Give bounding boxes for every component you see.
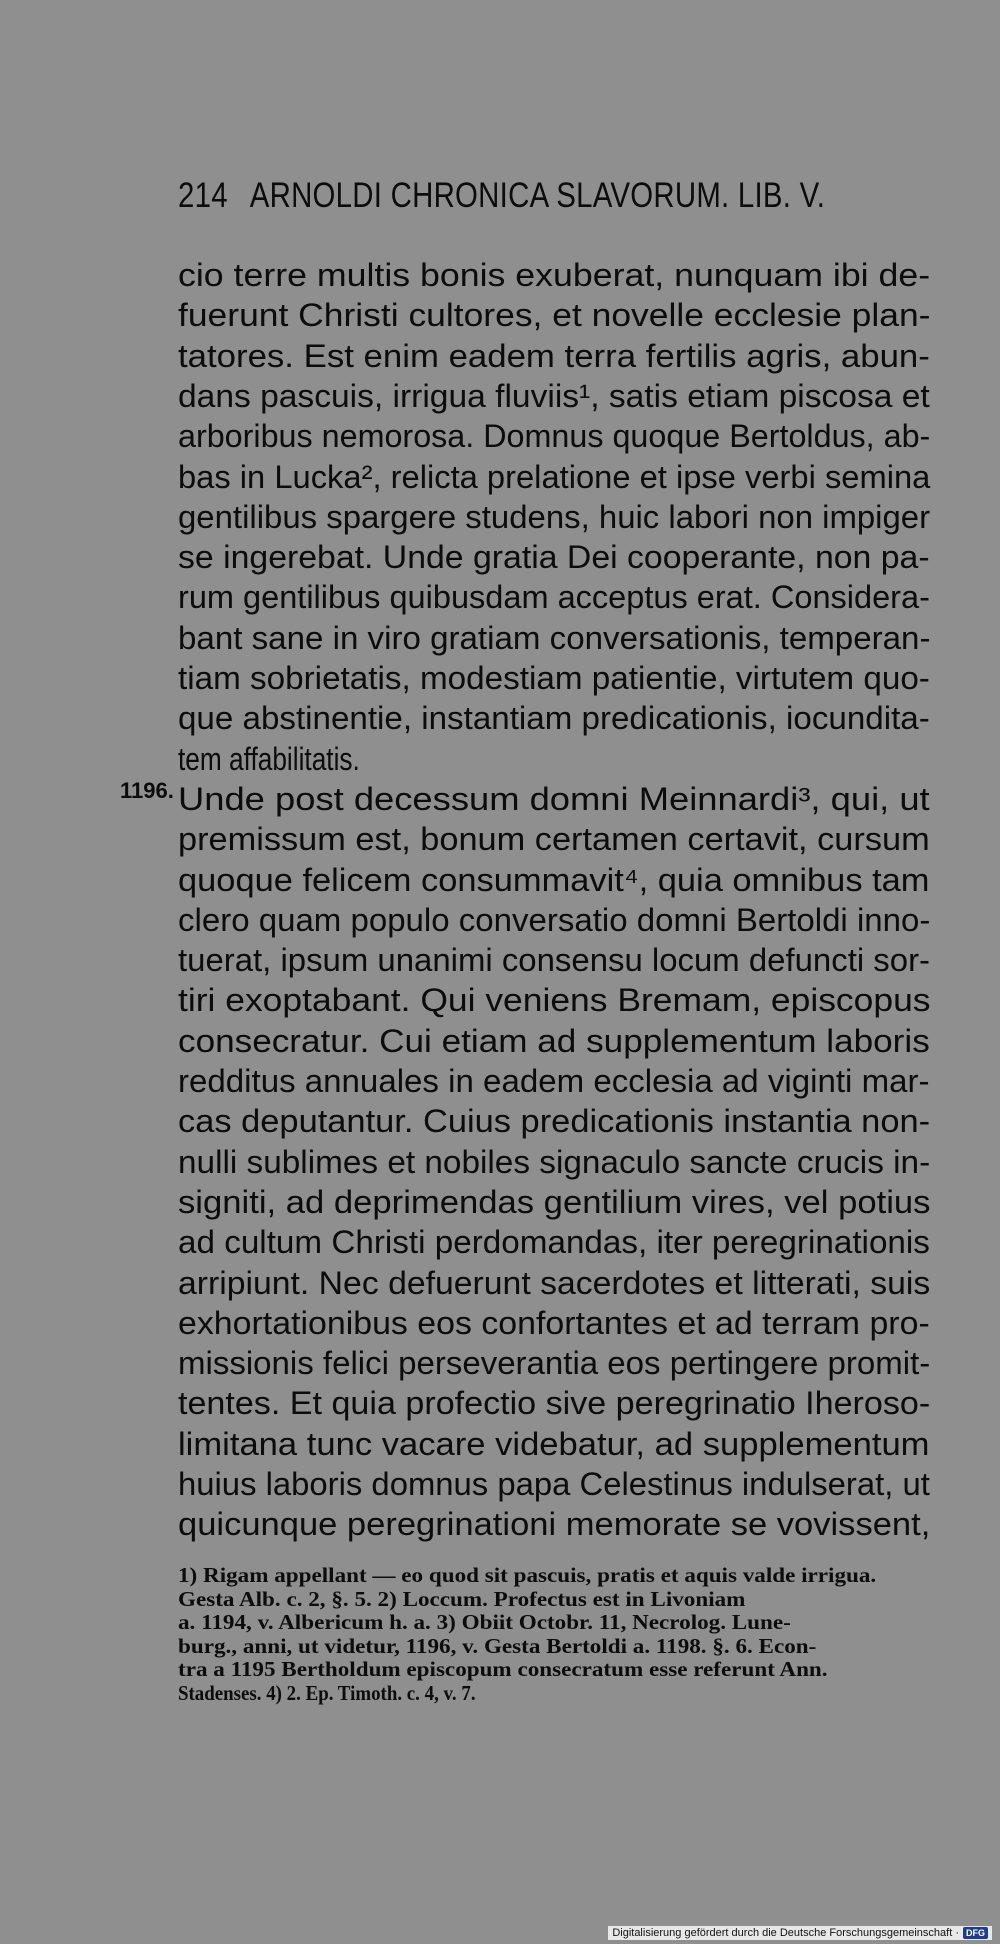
text-line: consecratur. Cui etiam ad supplementum laboris bbox=[178, 1022, 930, 1059]
text-line: cas deputantur. Cuius predicationis instantia non- bbox=[178, 1103, 931, 1140]
footnote-line: a. 1194, v. Albericum h. a. 3) Obiit Octobr. 11, Necrolog. Lune- bbox=[178, 1610, 791, 1634]
text-line: clero quam populo conversatio domni Bertoldi inno- bbox=[178, 901, 931, 938]
text-line: dans pascuis, irrigua fluviis¹, satis etiam piscosa et bbox=[178, 377, 930, 414]
running-title: ARNOLDI CHRONICA SLAVORUM. LIB. V. bbox=[249, 176, 826, 215]
text-line: Unde post decessum domni Meinnardi³, qui, ut bbox=[178, 780, 930, 817]
text-line: arripiunt. Nec defuerunt sacerdotes et litterati, suis bbox=[178, 1264, 931, 1301]
text-line: bas in Lucka², relicta prelatione et ipse verbi semina bbox=[178, 458, 931, 495]
footnote-line: 1) Rigam appellant — eo quod sit pascuis, pratis et aquis valde irrigua. bbox=[178, 1563, 877, 1587]
text-line: bant sane in viro gratiam conversationis, temperan- bbox=[178, 619, 931, 656]
text-line: arboribus nemorosa. Domnus quoque Bertoldus, ab- bbox=[178, 418, 931, 455]
footnote-line: burg., anni, ut videtur, 1196, v. Gesta Bertoldi a. 1198. §. 6. Econ- bbox=[178, 1633, 817, 1658]
text-line: premissum est, bonum certamen certavit, cursum bbox=[178, 821, 930, 858]
text-line: fuerunt Christi cultores, et novelle ecclesie plan- bbox=[178, 297, 931, 334]
text-line: tiam sobrietatis, modestiam patientie, virtutem quo- bbox=[178, 660, 930, 696]
dfg-logo: DFG bbox=[963, 1927, 988, 1939]
text-line: gentilibus spargere studens, huic labori non impiger bbox=[178, 498, 931, 535]
text-line: nulli sublimes et nobiles signaculo sancte crucis in- bbox=[178, 1143, 931, 1180]
text-line: cio terre multis bonis exuberat, nunquam ibi de- bbox=[178, 257, 931, 293]
text-line: quoque felicem consummavit⁴, quia omnibus tam bbox=[178, 861, 930, 898]
text-line: missionis felici perseverantia eos pertingere promit- bbox=[178, 1345, 931, 1382]
page-number: 214 bbox=[178, 176, 228, 215]
text-line: rum gentilibus quibusdam acceptus erat. Considera- bbox=[178, 579, 930, 616]
footnote-line: tra a 1195 Bertholdum episcopum consecratum esse referunt Ann. bbox=[178, 1657, 828, 1681]
text-line: signiti, ad deprimendas gentilium vires, vel potius bbox=[178, 1183, 931, 1220]
text-line: huius laboris domnus papa Celestinus indulserat, ut bbox=[178, 1466, 930, 1502]
text-line: tuerat, ipsum unanimi consensu locum defuncti sor- bbox=[178, 942, 930, 979]
footnote-line: Gesta Alb. c. 2, §. 5. 2) Loccum. Profectus est in Livoniam bbox=[178, 1586, 746, 1611]
text-line: que abstinentie, instantiam predicationis, iocundita- bbox=[178, 700, 930, 737]
credit-text: Digitalisierung gefördert durch die Deutsche Forschungsgemeinschaft · bbox=[612, 1927, 959, 1939]
text-line: tentes. Et quia profectio sive peregrinatio Iheroso- bbox=[178, 1385, 931, 1422]
text-line: se ingerebat. Unde gratia Dei cooperante, non pa- bbox=[178, 539, 930, 576]
running-header bbox=[178, 176, 826, 216]
text-line: quicunque peregrinationi memorate se vovissent, bbox=[178, 1506, 931, 1543]
text-line: tiri exoptabant. Qui veniens Bremam, episcopus bbox=[178, 982, 931, 1019]
text-line: ad cultum Christi perdomandas, iter peregrinationis bbox=[178, 1224, 930, 1261]
text-line: exhortationibus eos confortantes et ad terram pro- bbox=[178, 1304, 930, 1341]
text-line: tem affabilitatis. bbox=[178, 740, 360, 777]
digitization-credit bbox=[608, 1926, 992, 1940]
text-line: limitana tunc vacare videbatur, ad supplementum bbox=[178, 1425, 930, 1462]
margin-year-note: 1196. bbox=[120, 778, 174, 803]
text-line: tatores. Est enim eadem terra fertilis agris, abun- bbox=[178, 337, 930, 374]
footnote-line: Stadenses. 4) 2. Ep. Timoth. c. 4, v. 7. bbox=[178, 1680, 476, 1705]
text-line: redditus annuales in eadem ecclesia ad viginti mar- bbox=[178, 1063, 930, 1099]
